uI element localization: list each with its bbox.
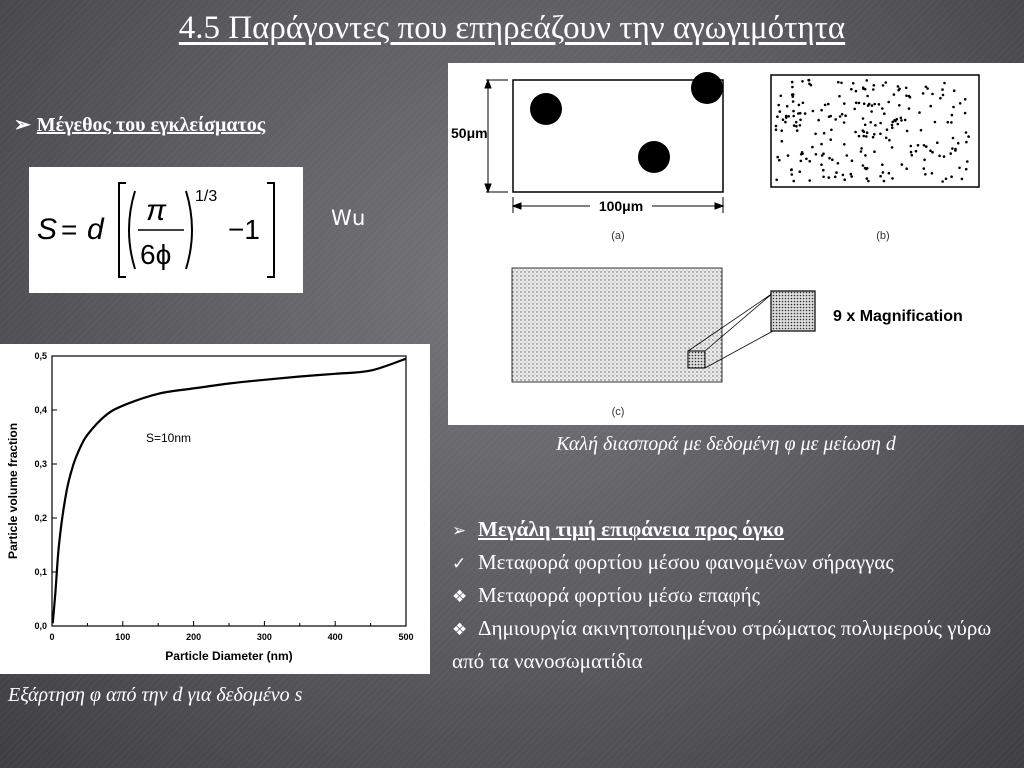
small-particle xyxy=(780,129,783,132)
small-particle xyxy=(941,88,944,91)
small-particle xyxy=(905,87,908,90)
x-tick-label: 0 xyxy=(49,632,55,642)
formula-author: Wu xyxy=(331,206,367,230)
small-particle xyxy=(801,80,804,83)
small-particle xyxy=(931,93,934,96)
small-particle xyxy=(885,81,888,84)
small-particle xyxy=(775,179,778,182)
small-particle xyxy=(793,124,796,127)
small-particle xyxy=(779,110,782,113)
y-tick-label: 0,2 xyxy=(34,513,47,523)
small-particle xyxy=(910,145,913,148)
small-particle xyxy=(855,102,858,105)
small-particle xyxy=(781,140,784,143)
small-particle xyxy=(775,125,778,128)
caption-chart: Εξάρτηση φ από την d για δεδομένο s xyxy=(8,684,303,706)
check-icon: ✓ xyxy=(452,554,467,574)
small-particle xyxy=(822,176,825,179)
small-particle xyxy=(943,155,946,158)
small-particle xyxy=(866,131,869,134)
panel-a xyxy=(451,72,723,242)
small-particle xyxy=(858,102,861,105)
small-particle xyxy=(782,118,785,121)
small-particle xyxy=(862,88,865,91)
small-particle xyxy=(923,159,926,162)
small-particle xyxy=(959,102,962,105)
panel-b xyxy=(771,75,979,242)
small-particle xyxy=(893,119,896,122)
small-particle xyxy=(838,95,841,98)
small-particle xyxy=(936,141,939,144)
small-particle xyxy=(853,108,856,111)
formula-minus-one: −1 xyxy=(228,214,260,245)
small-particle xyxy=(929,105,932,108)
small-particle xyxy=(881,107,884,110)
small-particle xyxy=(885,137,888,140)
small-particle xyxy=(837,81,840,84)
small-particle xyxy=(887,101,890,104)
label-a: (a) xyxy=(611,230,625,242)
small-particle xyxy=(860,147,863,150)
small-particle xyxy=(808,79,811,82)
small-particle xyxy=(967,135,970,138)
small-particle xyxy=(791,81,794,84)
dim-horizontal: 100μm xyxy=(598,198,644,214)
small-particle xyxy=(873,150,876,153)
small-particle xyxy=(792,115,795,118)
small-particle xyxy=(873,103,876,106)
small-particle xyxy=(923,167,926,170)
small-particle xyxy=(808,83,811,86)
small-particle xyxy=(778,159,781,162)
list-item xyxy=(452,514,1012,547)
small-particle xyxy=(872,136,875,139)
small-particle xyxy=(820,163,823,166)
small-particle xyxy=(795,125,798,128)
small-particle xyxy=(850,173,853,176)
small-particle xyxy=(850,88,853,91)
small-particle xyxy=(791,173,794,176)
small-particle xyxy=(873,84,876,87)
small-particle xyxy=(931,172,934,175)
small-particle xyxy=(780,95,783,98)
small-particle xyxy=(776,115,779,118)
small-particle xyxy=(822,169,825,172)
small-particle xyxy=(965,168,968,171)
small-particle xyxy=(791,93,794,96)
small-particle xyxy=(908,107,911,110)
small-particle xyxy=(934,121,937,124)
chart-volume-fraction xyxy=(0,344,430,674)
small-particle xyxy=(785,115,788,118)
section-heading-inclusion-size xyxy=(14,112,265,137)
chart-svg xyxy=(0,344,430,674)
list-item xyxy=(452,547,1012,580)
small-particle xyxy=(808,179,811,182)
small-particle xyxy=(900,117,903,120)
zoom-source xyxy=(688,351,705,368)
small-particle xyxy=(906,130,909,133)
section-heading-label: Μέγεθος του εγκλείσματος xyxy=(36,114,266,136)
small-particle xyxy=(964,98,967,101)
small-particle xyxy=(798,104,801,107)
small-particle xyxy=(843,102,846,105)
small-particle xyxy=(949,152,952,155)
diamond-bullet-icon: ❖ xyxy=(452,587,468,607)
small-particle xyxy=(883,112,886,115)
small-particle xyxy=(918,111,921,114)
list-heading: Μεγάλη τιμή επιφάνεια προς όγκο xyxy=(478,517,784,541)
y-tick-label: 0,4 xyxy=(34,405,47,415)
small-particle xyxy=(898,104,901,107)
small-particle xyxy=(846,154,849,157)
list-item xyxy=(452,580,1012,613)
panel-b-frame xyxy=(771,75,979,187)
small-particle xyxy=(866,167,869,170)
plot-frame xyxy=(52,356,406,626)
small-particle xyxy=(951,147,954,150)
small-particle xyxy=(820,143,823,146)
small-particle xyxy=(878,103,881,106)
small-particle xyxy=(950,121,953,124)
small-particle xyxy=(922,92,925,95)
small-particle xyxy=(867,180,870,183)
small-particle xyxy=(776,156,779,159)
list-item-text: Δημιουργία ακινητοποιημένου στρώματος πολυμερούς γύρω από τα νανοσωματίδια xyxy=(452,616,992,673)
small-particle xyxy=(862,117,865,120)
small-particle xyxy=(787,115,790,118)
small-particle xyxy=(964,112,967,115)
small-particle xyxy=(834,118,837,121)
small-particle xyxy=(799,119,802,122)
small-particle xyxy=(817,119,820,122)
small-particle xyxy=(941,180,944,183)
formula-6phi: 6ϕ xyxy=(140,239,172,270)
small-particle xyxy=(883,180,886,183)
y-tick-label: 0,1 xyxy=(34,567,47,577)
small-particle xyxy=(800,160,803,163)
small-particle xyxy=(864,154,867,157)
small-particle xyxy=(965,141,968,144)
x-tick-label: 300 xyxy=(256,632,272,642)
small-particle xyxy=(823,132,826,135)
arrow-bullet-icon: ➢ xyxy=(452,521,467,541)
small-particle xyxy=(952,106,955,109)
small-particle xyxy=(943,82,946,85)
y-axis-label: Particle volume fraction xyxy=(6,422,20,560)
small-particle xyxy=(869,121,872,124)
small-particle xyxy=(801,151,804,154)
small-particle xyxy=(881,163,884,166)
dispersion-figure xyxy=(448,63,1024,425)
caption-figure: Καλή διασπορά με δεδομένη φ με μείωση d xyxy=(556,433,896,455)
small-particle xyxy=(911,154,914,157)
small-particle xyxy=(897,85,900,88)
small-particle xyxy=(873,133,876,136)
small-particle xyxy=(920,129,923,132)
small-particle xyxy=(891,124,894,127)
small-particle xyxy=(925,145,928,148)
small-particle xyxy=(891,177,894,180)
dim-vertical: 50μm xyxy=(451,125,488,141)
small-particle xyxy=(854,131,857,134)
small-particle xyxy=(905,94,908,97)
small-particle xyxy=(830,129,833,132)
small-particle xyxy=(828,176,831,179)
x-tick-label: 100 xyxy=(115,632,131,642)
small-particle xyxy=(843,178,846,181)
small-particle xyxy=(905,167,908,170)
small-particle xyxy=(851,159,854,162)
bullet-list xyxy=(452,514,1012,677)
arrow-bullet-icon: ➢ xyxy=(14,114,31,136)
small-particle xyxy=(829,115,832,118)
small-particle xyxy=(897,123,900,126)
particle xyxy=(530,93,562,125)
small-particle xyxy=(820,109,823,112)
small-particle xyxy=(904,119,907,122)
small-particle xyxy=(792,100,795,103)
small-particle xyxy=(866,95,869,98)
small-particle xyxy=(882,171,885,174)
small-particle xyxy=(858,135,861,138)
x-axis-label: Particle Diameter (nm) xyxy=(165,649,293,663)
small-particle xyxy=(866,177,869,180)
small-particle xyxy=(787,154,790,157)
formula-image xyxy=(29,167,303,293)
small-particle xyxy=(822,152,825,155)
list-item xyxy=(452,613,1012,677)
small-particle xyxy=(837,162,840,165)
small-particle xyxy=(926,87,929,90)
small-particle xyxy=(893,93,896,96)
formula-equals: = xyxy=(61,214,78,245)
small-particle xyxy=(784,121,787,124)
small-particle xyxy=(786,105,789,108)
small-particle xyxy=(865,135,868,138)
small-particle xyxy=(891,146,894,149)
small-particle xyxy=(827,103,830,106)
small-particle xyxy=(790,169,793,172)
formula-exponent: 1/3 xyxy=(195,188,218,205)
small-particle xyxy=(939,97,942,100)
small-particle xyxy=(805,158,808,161)
slide-title: 4.5 Παράγοντες που επηρεάζουν την αγωγιμότητα xyxy=(178,10,846,46)
small-particle xyxy=(871,104,874,107)
y-tick-label: 0,3 xyxy=(34,459,47,469)
small-particle xyxy=(791,86,794,89)
small-particle xyxy=(900,119,903,122)
small-particle xyxy=(843,121,846,124)
small-particle xyxy=(929,149,932,152)
small-particle xyxy=(828,157,831,160)
small-particle xyxy=(958,167,961,170)
small-particle xyxy=(896,118,899,121)
small-particle xyxy=(831,158,834,161)
small-particle xyxy=(888,139,891,142)
small-particle xyxy=(872,88,875,91)
formula-d: d xyxy=(87,213,104,246)
y-tick-label: 0,5 xyxy=(34,351,47,361)
small-particle xyxy=(864,124,867,127)
small-particle xyxy=(945,178,948,181)
small-particle xyxy=(886,128,889,131)
small-particle xyxy=(839,115,842,118)
small-particle xyxy=(814,133,817,136)
list-item-text: Μεταφορά φορτίου μέσω επαφής xyxy=(478,583,760,607)
small-particle xyxy=(799,124,802,127)
small-particle xyxy=(811,146,814,149)
small-particle xyxy=(870,110,873,113)
small-particle xyxy=(888,172,891,175)
small-particle xyxy=(950,175,953,178)
small-particle xyxy=(802,102,805,105)
small-particle xyxy=(775,128,778,131)
small-particle xyxy=(796,129,799,132)
small-particle xyxy=(863,102,866,105)
small-particle xyxy=(924,173,927,176)
small-particle xyxy=(901,163,904,166)
small-particle xyxy=(777,104,780,107)
small-particle xyxy=(862,129,865,132)
x-tick-label: 200 xyxy=(186,632,202,642)
y-tick-label: 0,0 xyxy=(34,621,47,631)
small-particle xyxy=(961,178,964,181)
small-particle xyxy=(843,143,846,146)
x-tick-label: 500 xyxy=(398,632,414,642)
small-particle xyxy=(966,160,969,163)
small-particle xyxy=(841,113,844,116)
panel-c xyxy=(512,268,963,418)
magnification-label: 9 x Magnification xyxy=(833,308,963,325)
small-particle xyxy=(797,112,800,115)
small-particle xyxy=(897,89,900,92)
small-particle xyxy=(942,94,945,97)
small-particle xyxy=(804,112,807,115)
small-particle xyxy=(874,124,877,127)
diamond-bullet-icon: ❖ xyxy=(452,620,468,640)
small-particle xyxy=(795,121,798,124)
series-line-s10nm xyxy=(53,359,406,624)
particle xyxy=(691,72,723,104)
small-particle xyxy=(866,79,869,82)
small-particle xyxy=(840,82,843,85)
x-tick-label: 400 xyxy=(327,632,343,642)
small-particle xyxy=(829,138,832,141)
small-particle xyxy=(808,160,811,163)
small-particle xyxy=(947,121,950,124)
small-particle xyxy=(917,144,920,147)
small-particle xyxy=(923,144,926,147)
small-particle xyxy=(965,131,968,134)
list-item-text: Μεταφορά φορτίου μέσου φαινομένων σήραγγας xyxy=(478,550,894,574)
label-c: (c) xyxy=(611,406,625,418)
small-particle xyxy=(862,164,865,167)
label-b: (b) xyxy=(876,230,890,242)
small-particle xyxy=(834,176,837,179)
small-particle xyxy=(815,153,818,156)
small-particle xyxy=(953,89,956,92)
small-particle xyxy=(860,150,863,153)
small-particle xyxy=(850,175,853,178)
small-particle xyxy=(879,122,882,125)
small-particle xyxy=(938,155,941,158)
small-particle xyxy=(915,150,918,153)
formula-s: S xyxy=(37,213,58,246)
small-particle xyxy=(882,84,885,87)
small-particle xyxy=(954,149,957,152)
small-particle xyxy=(812,110,815,113)
chart-annotation: S=10nm xyxy=(146,431,192,445)
small-particle xyxy=(792,180,795,183)
small-particle xyxy=(951,114,954,117)
small-particle xyxy=(867,104,870,107)
small-particle xyxy=(957,142,960,145)
small-particle xyxy=(799,170,802,173)
particle xyxy=(638,141,670,173)
small-particle xyxy=(824,104,827,107)
formula-pi: π xyxy=(146,194,167,227)
dispersion-figure-svg xyxy=(448,63,1024,425)
small-particle xyxy=(879,175,882,178)
small-particle xyxy=(952,137,955,140)
small-particle xyxy=(909,96,912,99)
small-particle xyxy=(842,174,845,177)
small-particle xyxy=(835,171,838,174)
small-particle xyxy=(862,135,865,138)
small-particle xyxy=(852,82,855,85)
small-particle xyxy=(910,151,913,154)
formula-svg xyxy=(29,167,303,293)
small-particle xyxy=(855,90,858,93)
small-particle xyxy=(891,127,894,130)
small-particle xyxy=(844,114,847,117)
small-particle xyxy=(792,110,795,113)
small-particle xyxy=(879,133,882,136)
zoom-inset xyxy=(771,291,815,331)
